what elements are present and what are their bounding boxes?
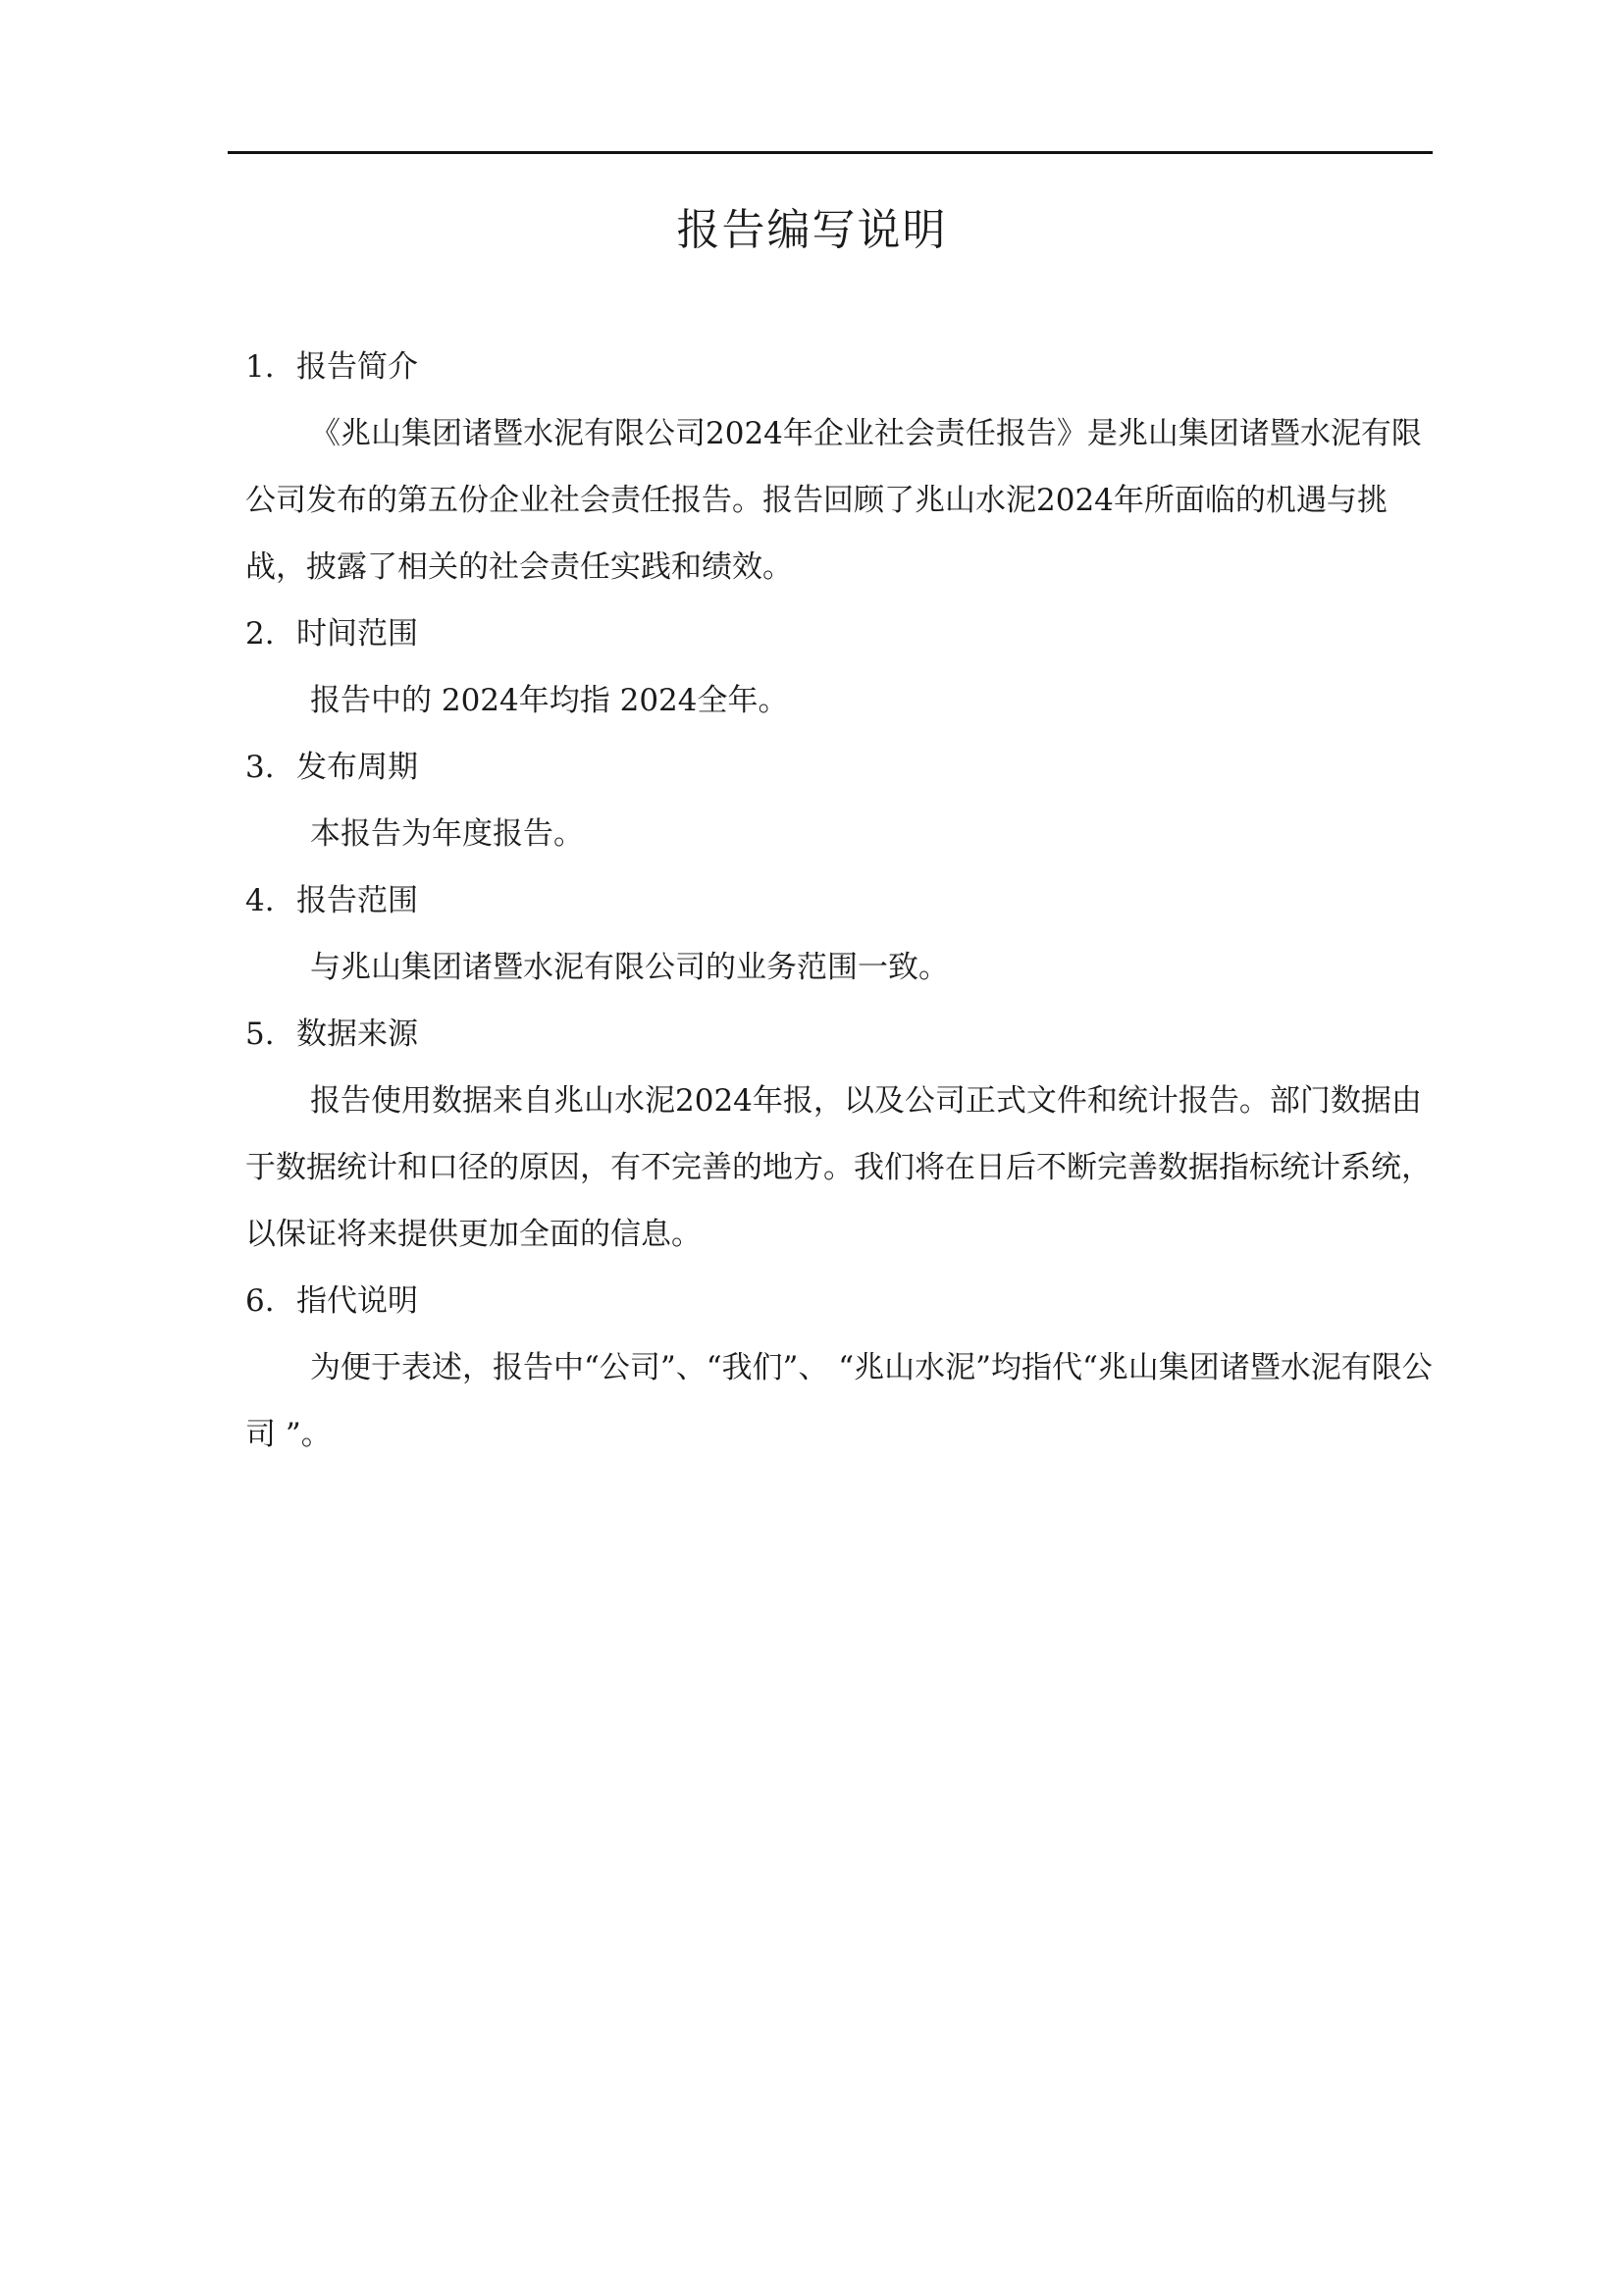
section-number: 2. (245, 616, 275, 652)
section-title: 时间范围 (296, 616, 418, 652)
document-body (245, 334, 1433, 1468)
section-heading (245, 334, 1433, 400)
section-paragraph: 本报告为年度报告。 (310, 816, 584, 852)
section-heading (245, 600, 1433, 667)
section-paragraph: 与兆山集团诸暨水泥有限公司的业务范围一致。 (310, 950, 949, 985)
section-number: 4. (245, 883, 275, 918)
section-terminology (245, 1268, 1433, 1468)
header-divider (228, 151, 1433, 154)
section-release-cycle (245, 734, 1433, 867)
section-heading (245, 1001, 1433, 1068)
section-paragraph: 《兆山集团诸暨水泥有限公司2024年企业社会责任报告》是兆山集团诸暨水泥有限公司发布的第五份企业社会责任报告。报告回顾了兆山水泥2024年所面临的机遇与挑战，披露了相关的社会责任实践和绩效。 (245, 416, 1422, 585)
section-title: 指代说明 (296, 1283, 418, 1319)
page-title: 报告编写说明 (676, 205, 948, 255)
section-number: 1. (245, 349, 275, 385)
section-data-source (245, 1001, 1433, 1268)
section-title: 数据来源 (296, 1017, 418, 1052)
section-report-scope (245, 867, 1433, 1001)
section-title: 发布周期 (296, 750, 418, 785)
section-title: 报告范围 (296, 883, 418, 918)
section-time-range (245, 600, 1433, 734)
section-report-intro (245, 334, 1433, 600)
section-heading (245, 734, 1433, 801)
section-paragraph: 报告中的 2024年均指 2024全年。 (310, 683, 789, 718)
section-paragraph: 为便于表述，报告中“公司”、“我们”、 “兆山水泥”均指代“兆山集团诸暨水泥有限公司 ”。 (245, 1350, 1433, 1452)
section-number: 3. (245, 750, 275, 785)
section-heading (245, 1268, 1433, 1334)
section-number: 6. (245, 1283, 275, 1319)
section-title: 报告简介 (296, 349, 418, 385)
section-heading (245, 867, 1433, 934)
section-paragraph: 报告使用数据来自兆山水泥2024年报，以及公司正式文件和统计报告。部门数据由于数据统计和口径的原因，有不完善的地方。我们将在日后不断完善数据指标统计系统，以保证将来提供更加全面的信息。 (245, 1083, 1432, 1252)
section-number: 5. (245, 1017, 275, 1052)
